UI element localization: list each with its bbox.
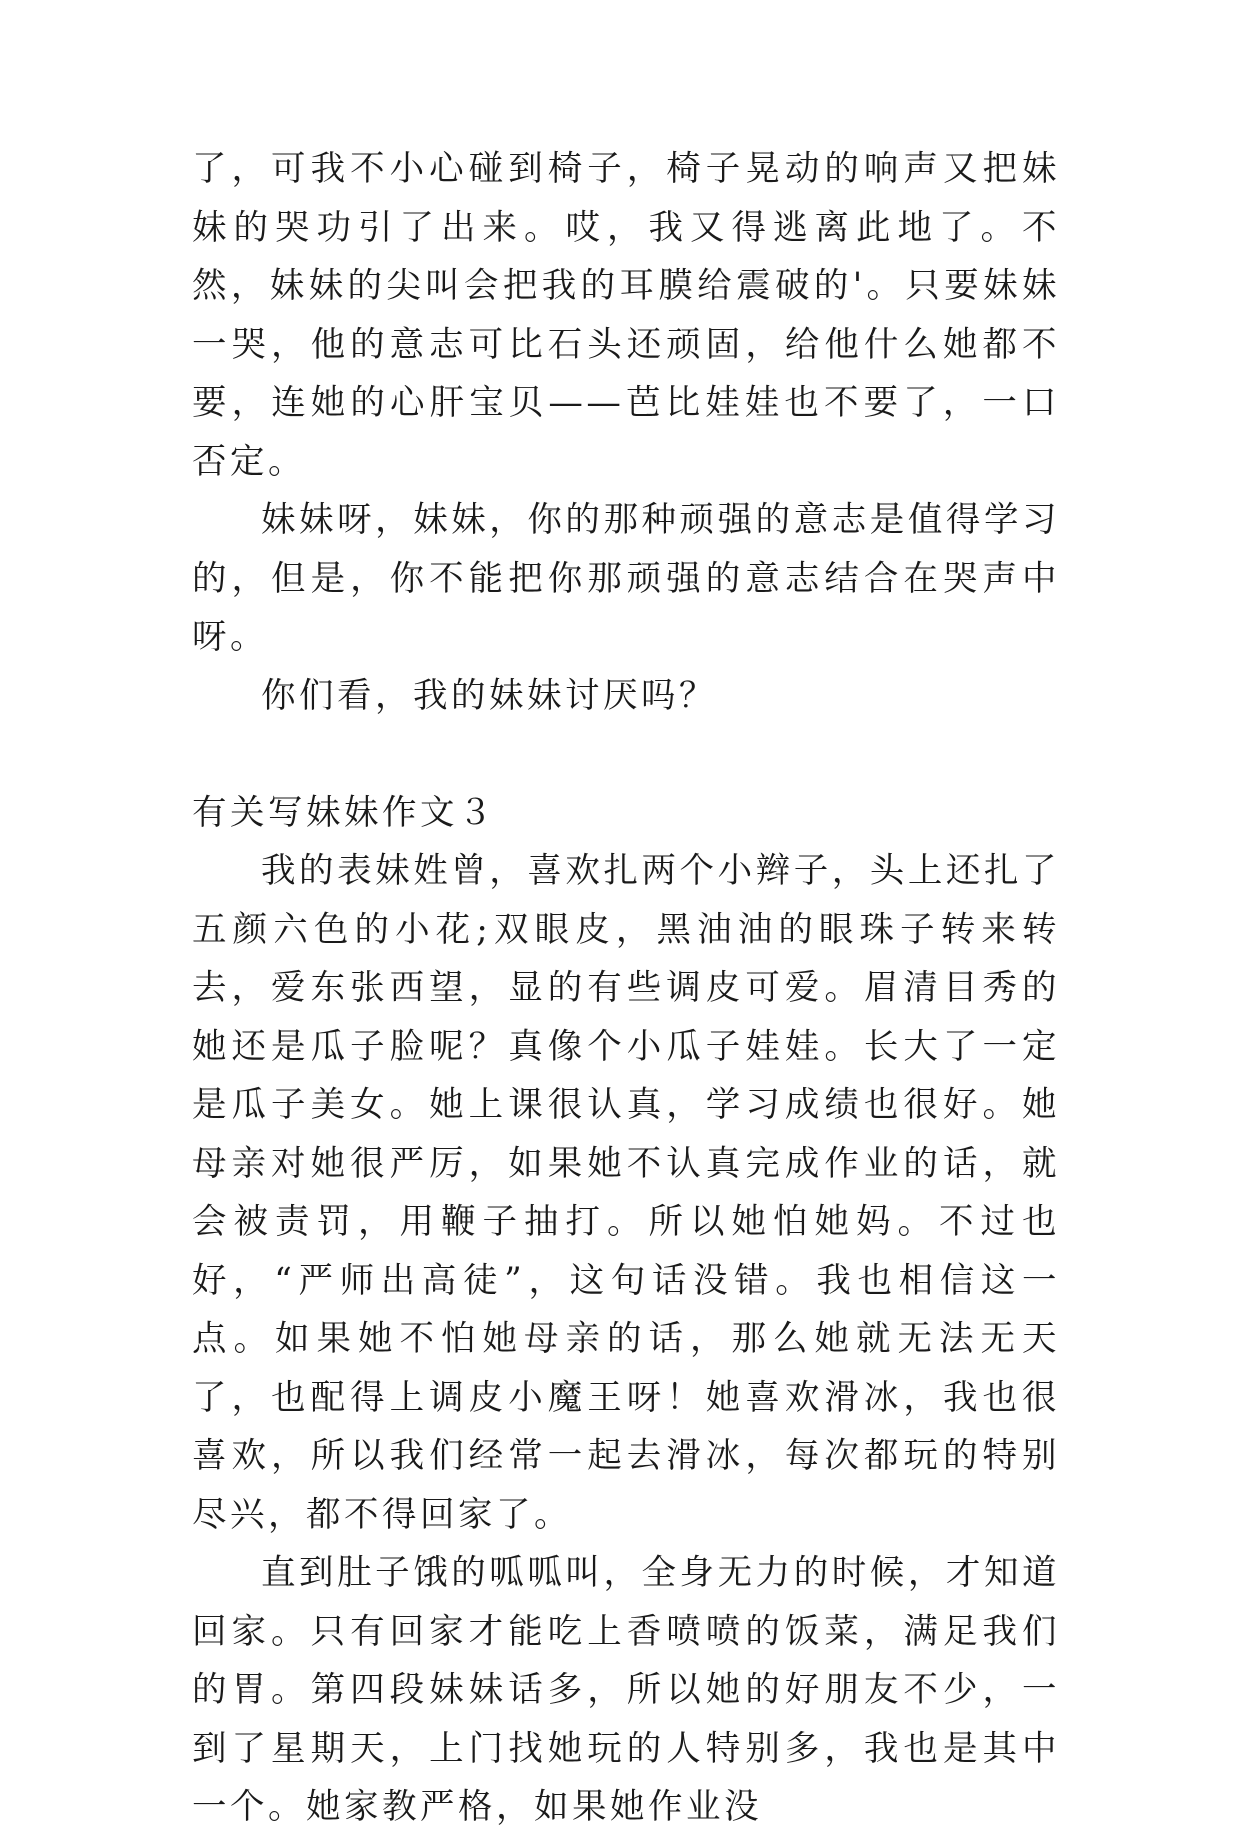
- section-title: 有关写妹妹作文３: [192, 792, 496, 833]
- paragraph: 我的表妹姓曾，喜欢扎两个小辫子，头上还扎了五颜六色的小花;双眼皮，黑油油的眼珠子转来转去，爱东张西望，显的有些调皮可爱。眉清目秀的她还是瓜子脸呢？真像个小瓜子娃娃。长大了一定是瓜子美女。她上课很认真，学习成绩也很好。她母亲对她很严厉，如果她不认真完成作业的话，就会被责罚，用鞭子抽打。所以她怕她妈。不过也好，“严师出高徒”，这句话没错。我也相信这一点。如果她不怕她母亲的话，那么她就无法无天了，也配得上调皮小魔王呀！她喜欢滑冰，我也很喜欢，所以我们经常一起去滑冰，每次都玩的特别尽兴，都不得回家了。: [192, 851, 1060, 1535]
- blank-line: [192, 725, 1060, 784]
- document-body: [192, 140, 1060, 1837]
- paragraph: 妹妹呀，妹妹，你的那种顽强的意志是值得学习的，但是，你不能把你那顽强的意志结合在哭声中呀。: [192, 500, 1060, 657]
- paragraph-continuation: 了，可我不小心碰到椅子，椅子晃动的响声又把妹妹的哭功引了出来。哎，我又得逃离此地了。不然，妹妹的尖叫会把我的耳膜给震破的'。只要妹妹一哭，他的意志可比石头还顽固，给他什么她都不要，连她的心肝宝贝——芭比娃娃也不要了，一口否定。: [192, 149, 1060, 482]
- paragraph: 直到肚子饿的呱呱叫，全身无力的时候，才知道回家。只有回家才能吃上香喷喷的饭菜，满足我们的胃。第四段妹妹话多，所以她的好朋友不少，一到了星期天，上门找她玩的人特别多，我也是其中一个。她家教严格，如果她作业没: [192, 1553, 1060, 1827]
- paragraph: 你们看，我的妹妹讨厌吗？: [261, 675, 717, 716]
